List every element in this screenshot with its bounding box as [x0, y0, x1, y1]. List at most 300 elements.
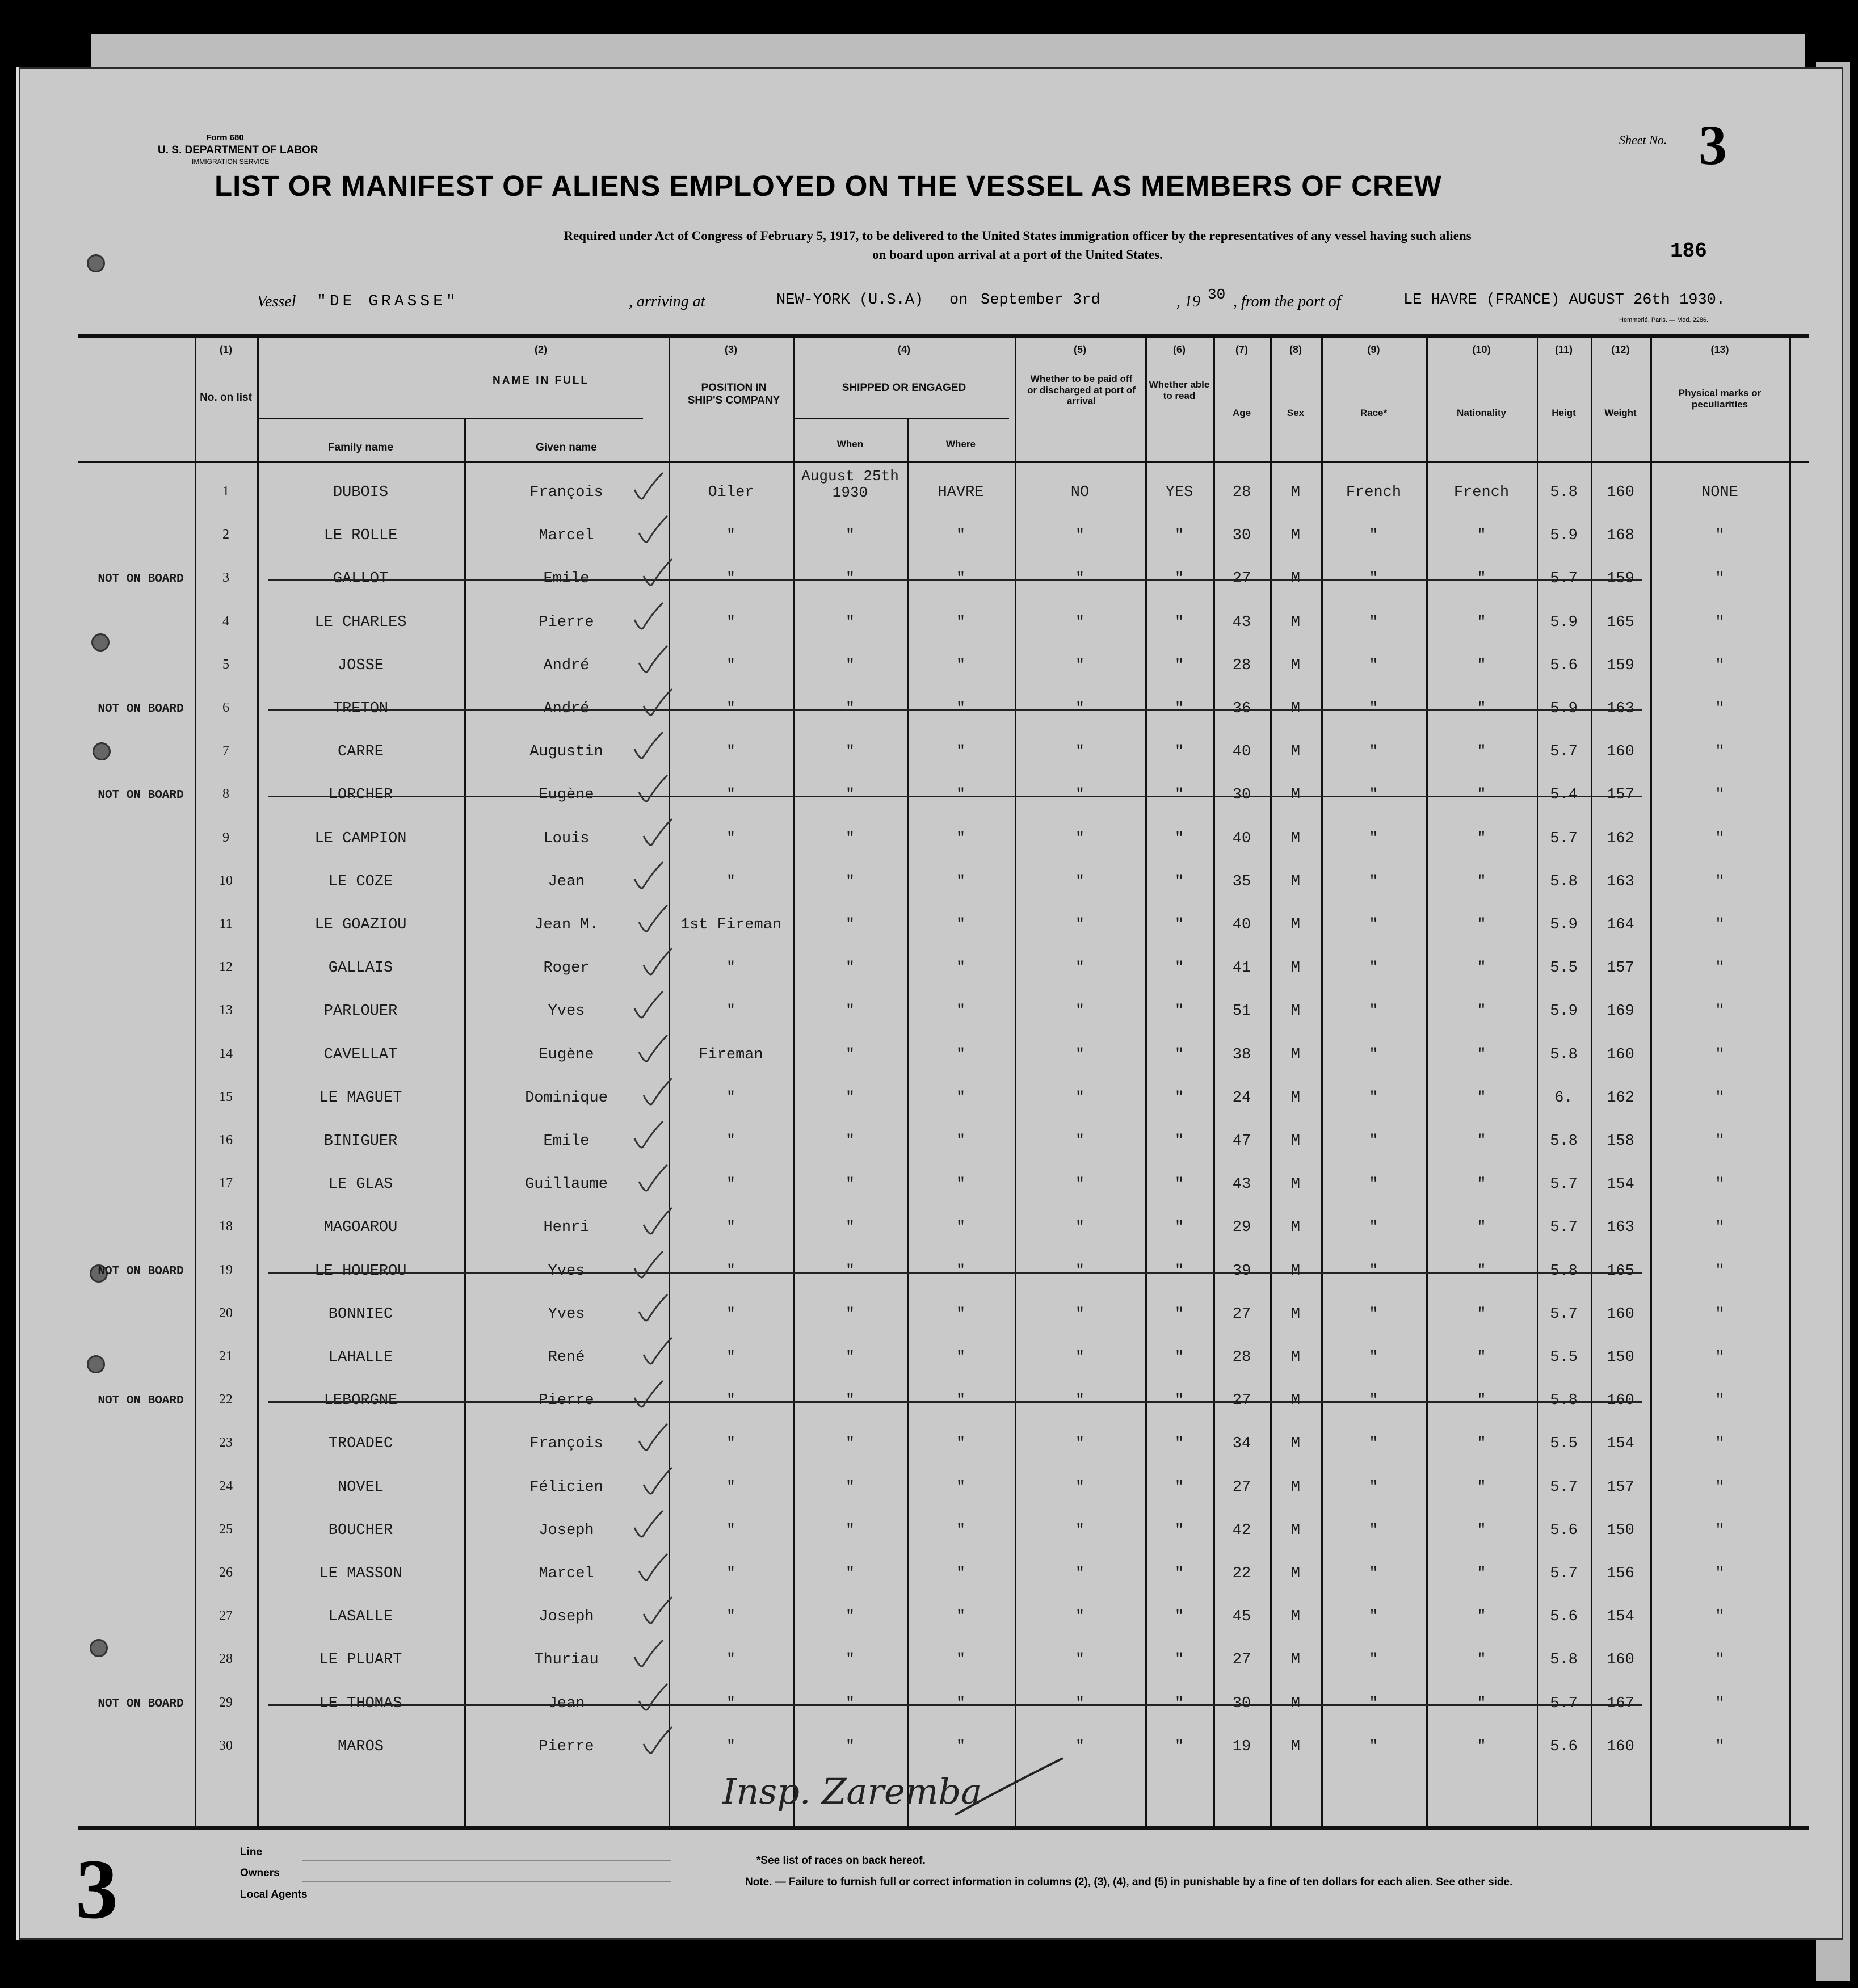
family-name: LE MAGUET — [319, 1089, 402, 1107]
able-to-read: " — [1174, 613, 1184, 631]
paid-off: " — [1075, 1305, 1085, 1323]
age: 28 — [1232, 484, 1251, 501]
height: 5.9 — [1550, 1003, 1578, 1020]
weight: 163 — [1607, 873, 1634, 890]
shipped-where: " — [956, 830, 966, 847]
check-mark-icon — [632, 729, 666, 763]
sex: M — [1290, 1392, 1301, 1410]
given-name: Roger — [543, 960, 590, 977]
col-13-number: (13) — [1710, 344, 1729, 355]
able-to-read: " — [1174, 1089, 1184, 1107]
punch-hole — [91, 633, 110, 652]
shipped-when: " — [845, 1695, 855, 1712]
sex: M — [1290, 873, 1301, 890]
family-name: DUBOIS — [333, 484, 389, 501]
sex: M — [1290, 1089, 1301, 1107]
able-to-read: " — [1174, 1435, 1184, 1453]
shipped-when: " — [845, 700, 855, 717]
family-name: LE ROLLE — [323, 527, 398, 545]
punch-hole — [87, 254, 105, 272]
paid-off: NO — [1070, 484, 1090, 501]
race: " — [1369, 1522, 1378, 1539]
sex: M — [1290, 1695, 1301, 1712]
sex: M — [1290, 1651, 1301, 1669]
col-header-age: Age — [1232, 407, 1251, 418]
able-to-read: " — [1174, 1262, 1184, 1280]
row-number: 26 — [219, 1565, 233, 1580]
given-name: Thuriau — [534, 1651, 599, 1669]
nationality: " — [1477, 1349, 1486, 1366]
form-number: Form 680 — [206, 133, 244, 142]
race: " — [1369, 1262, 1378, 1280]
nationality: " — [1477, 1435, 1486, 1453]
weight: 168 — [1607, 527, 1634, 545]
height: 5.7 — [1550, 743, 1578, 761]
race: " — [1369, 527, 1378, 545]
shipped-where: " — [956, 787, 966, 804]
vessel-name: "DE GRASSE" — [317, 293, 459, 310]
sex: M — [1290, 700, 1301, 717]
physical-marks: " — [1715, 700, 1725, 717]
nationality: " — [1477, 1262, 1486, 1280]
able-to-read: " — [1174, 1046, 1184, 1064]
sex: M — [1290, 1133, 1301, 1150]
check-mark-icon — [636, 1162, 670, 1196]
column-rule — [1145, 335, 1147, 1827]
physical-marks: " — [1715, 1305, 1725, 1323]
shipped-where: " — [956, 1565, 966, 1582]
sex: M — [1290, 1176, 1301, 1193]
race: " — [1369, 1046, 1378, 1064]
shipped-when: August 25th 1930 — [801, 468, 899, 501]
row-number: 29 — [219, 1695, 233, 1710]
given-name: François — [529, 1435, 603, 1453]
height: 5.7 — [1550, 1695, 1578, 1712]
age: 38 — [1232, 1046, 1251, 1064]
header-bottom-rule — [78, 461, 1809, 463]
age: 28 — [1232, 1349, 1251, 1366]
shipped-where: " — [956, 700, 966, 717]
position: " — [726, 873, 736, 890]
given-name: René — [548, 1349, 585, 1366]
col-2-number: (2) — [535, 344, 547, 355]
shipped-where: HAVRE — [938, 484, 984, 501]
row-number: 13 — [219, 1003, 233, 1018]
physical-marks: " — [1715, 1565, 1725, 1582]
position: " — [726, 1738, 736, 1755]
family-name: MAGOAROU — [323, 1219, 398, 1237]
paid-off: " — [1075, 1219, 1085, 1237]
col-header-shipped: SHIPPED OR ENGAGED — [842, 382, 966, 394]
able-to-read: " — [1174, 1565, 1184, 1582]
paid-off: " — [1075, 743, 1085, 761]
weight: 157 — [1607, 960, 1634, 977]
weight: 165 — [1607, 613, 1634, 631]
age: 22 — [1232, 1565, 1251, 1582]
weight: 150 — [1607, 1349, 1634, 1366]
given-name: Yves — [548, 1262, 585, 1280]
col-header-family-name: Family name — [327, 442, 394, 453]
check-mark-icon — [632, 989, 666, 1023]
col-1-number: (1) — [220, 344, 232, 355]
physical-marks: " — [1715, 1262, 1725, 1280]
position: " — [726, 830, 736, 847]
nationality: " — [1477, 1176, 1486, 1193]
col-7-number: (7) — [1235, 344, 1248, 355]
given-name: Louis — [543, 830, 590, 847]
weight: 164 — [1607, 917, 1634, 934]
age: 27 — [1232, 1305, 1251, 1323]
shipped-where: " — [956, 1089, 966, 1107]
col-header-weight: Weight — [1604, 407, 1637, 418]
shipped-where: " — [956, 1262, 966, 1280]
race: " — [1369, 960, 1378, 977]
race: " — [1369, 1392, 1378, 1410]
sex: M — [1290, 484, 1301, 501]
physical-marks: " — [1715, 917, 1725, 934]
age: 19 — [1232, 1738, 1251, 1755]
age: 35 — [1232, 873, 1251, 890]
col-header-when: When — [836, 439, 864, 449]
sex: M — [1290, 1522, 1301, 1539]
position: Oiler — [708, 484, 754, 501]
weight: 150 — [1607, 1522, 1634, 1539]
weight: 160 — [1607, 1651, 1634, 1669]
able-to-read: " — [1174, 527, 1184, 545]
row-number: 10 — [219, 873, 233, 888]
family-name: TRETON — [333, 700, 389, 717]
col-header-name: NAME IN FULL — [492, 375, 590, 386]
year-prefix: , 19 — [1176, 293, 1200, 310]
given-name: Joseph — [539, 1608, 594, 1626]
sheet-label: Sheet No. — [1619, 133, 1667, 147]
race: " — [1369, 1651, 1378, 1669]
physical-marks: " — [1715, 1349, 1725, 1366]
not-on-board-note: NOT ON BOARD — [98, 573, 184, 586]
position: Fireman — [699, 1046, 763, 1064]
race: " — [1369, 613, 1378, 631]
able-to-read: " — [1174, 657, 1184, 674]
height: 5.8 — [1550, 1133, 1578, 1150]
family-name: LE HOUEROU — [314, 1262, 407, 1280]
race: " — [1369, 1435, 1378, 1453]
col-8-number: (8) — [1289, 344, 1302, 355]
signature-text: Insp. Zaremba — [722, 1771, 982, 1812]
age: 42 — [1232, 1522, 1251, 1539]
paid-off: " — [1075, 1176, 1085, 1193]
nationality: " — [1477, 527, 1486, 545]
shipped-where: " — [956, 1522, 966, 1539]
family-name: NOVEL — [337, 1478, 384, 1496]
column-rule — [1321, 335, 1323, 1827]
nationality: " — [1477, 1089, 1486, 1107]
not-on-board-note: NOT ON BOARD — [98, 703, 184, 716]
col-12-number: (12) — [1611, 344, 1630, 355]
given-name: Henri — [543, 1219, 590, 1237]
age: 34 — [1232, 1435, 1251, 1453]
able-to-read: " — [1174, 1176, 1184, 1193]
nationality: " — [1477, 1565, 1486, 1582]
check-mark-icon — [636, 1681, 670, 1715]
height: 5.6 — [1550, 657, 1578, 674]
paid-off: " — [1075, 787, 1085, 804]
age: 27 — [1232, 1392, 1251, 1410]
able-to-read: " — [1174, 1392, 1184, 1410]
race: " — [1369, 1219, 1378, 1237]
height: 5.7 — [1550, 830, 1578, 847]
shipped-where: " — [956, 1133, 966, 1150]
given-name: François — [529, 484, 603, 501]
position: " — [726, 1219, 736, 1237]
shipped-when: " — [845, 743, 855, 761]
punch-hole — [93, 742, 111, 760]
given-name: Emile — [543, 570, 590, 588]
age: 51 — [1232, 1003, 1251, 1020]
given-name: Dominique — [525, 1089, 608, 1107]
weight: 160 — [1607, 484, 1634, 501]
nationality: " — [1477, 1133, 1486, 1150]
row-number: 16 — [219, 1133, 233, 1148]
age: 47 — [1232, 1133, 1251, 1150]
able-to-read: " — [1174, 1695, 1184, 1712]
physical-marks: " — [1715, 787, 1725, 804]
department: U. S. DEPARTMENT OF LABOR — [158, 144, 318, 156]
sex: M — [1290, 1608, 1301, 1626]
footer-owners-field — [302, 1881, 671, 1882]
family-name: JOSSE — [337, 657, 384, 674]
sex: M — [1290, 1219, 1301, 1237]
shipped-where: " — [956, 1738, 966, 1755]
physical-marks: " — [1715, 1651, 1725, 1669]
check-mark-icon — [632, 1378, 666, 1412]
nationality: " — [1477, 1003, 1486, 1020]
physical-marks: " — [1715, 1089, 1725, 1107]
height: 5.9 — [1550, 700, 1578, 717]
position: " — [726, 1089, 736, 1107]
sex: M — [1290, 1738, 1301, 1755]
given-name: Yves — [548, 1003, 585, 1020]
paid-off: " — [1075, 700, 1085, 717]
row-number: 2 — [222, 527, 229, 543]
weight: 154 — [1607, 1176, 1634, 1193]
weight: 157 — [1607, 1478, 1634, 1496]
height: 5.8 — [1550, 1392, 1578, 1410]
sex: M — [1290, 1565, 1301, 1582]
physical-marks: " — [1715, 1046, 1725, 1064]
shipped-where: " — [956, 1003, 966, 1020]
family-name: LE CHARLES — [314, 613, 407, 631]
weight: 156 — [1607, 1565, 1634, 1582]
column-rule — [1015, 335, 1016, 1827]
not-on-board-note: NOT ON BOARD — [98, 1394, 184, 1408]
col-4-number: (4) — [898, 344, 910, 355]
paid-off: " — [1075, 570, 1085, 588]
shipped-subheader-rule — [793, 418, 1009, 419]
given-name: Pierre — [539, 613, 594, 631]
physical-marks: " — [1715, 960, 1725, 977]
shipped-where: " — [956, 1608, 966, 1626]
physical-marks: " — [1715, 1435, 1725, 1453]
height: 5.7 — [1550, 1565, 1578, 1582]
physical-marks: " — [1715, 830, 1725, 847]
paid-off: " — [1075, 1046, 1085, 1064]
from-port: LE HAVRE (FRANCE) AUGUST 26th 1930. — [1403, 292, 1726, 309]
shipped-where: " — [956, 1046, 966, 1064]
race: " — [1369, 700, 1378, 717]
col-header-given-name: Given name — [536, 442, 597, 453]
given-name: Augustin — [529, 743, 603, 761]
position: " — [726, 787, 736, 804]
punch-hole — [87, 1355, 105, 1373]
check-mark-icon — [641, 1335, 675, 1369]
height: 5.8 — [1550, 873, 1578, 890]
shipped-when: " — [845, 1565, 855, 1582]
sex: M — [1290, 1435, 1301, 1453]
check-mark-icon — [632, 1508, 666, 1542]
check-mark-icon — [632, 1637, 666, 1671]
position: " — [726, 1003, 736, 1020]
physical-marks: " — [1715, 1695, 1725, 1712]
row-number: 4 — [222, 613, 229, 629]
shipped-when: " — [845, 1651, 855, 1669]
shipped-when: " — [845, 1046, 855, 1064]
nationality: " — [1477, 830, 1486, 847]
shipped-when: " — [845, 830, 855, 847]
race: " — [1369, 657, 1378, 674]
age: 45 — [1232, 1608, 1251, 1626]
col-10-number: (10) — [1472, 344, 1491, 355]
shipped-where: " — [956, 1435, 966, 1453]
physical-marks: " — [1715, 1392, 1725, 1410]
position: " — [726, 1651, 736, 1669]
check-mark-icon — [636, 1292, 670, 1326]
weight: 160 — [1607, 1305, 1634, 1323]
height: 5.6 — [1550, 1608, 1578, 1626]
position: " — [726, 1349, 736, 1366]
paid-off: " — [1075, 657, 1085, 674]
col-header-where: Where — [946, 439, 976, 449]
printer-mark: Hemmerlé, Paris. — Mod. 2286. — [1619, 317, 1709, 323]
height: 5.5 — [1550, 960, 1578, 977]
footer-owners-label: Owners — [240, 1867, 280, 1879]
footer-sheet-number: 3 — [75, 1842, 118, 1936]
row-number: 30 — [219, 1738, 233, 1753]
nationality: " — [1477, 1305, 1486, 1323]
nationality: " — [1477, 1738, 1486, 1755]
row-number: 5 — [222, 657, 229, 672]
footer-line-label: Line — [240, 1846, 263, 1858]
weight: 154 — [1607, 1608, 1634, 1626]
weight: 162 — [1607, 1089, 1634, 1107]
check-mark-icon — [632, 470, 666, 504]
race: " — [1369, 1305, 1378, 1323]
given-name: Jean — [548, 873, 585, 890]
position: " — [726, 1522, 736, 1539]
col-header-race: Race* — [1360, 407, 1388, 418]
row-number: 23 — [219, 1435, 233, 1451]
shipped-when: " — [845, 960, 855, 977]
weight: 160 — [1607, 1046, 1634, 1064]
sex: M — [1290, 570, 1301, 588]
shipped-where: " — [956, 1176, 966, 1193]
position: " — [726, 1478, 736, 1496]
sex: M — [1290, 787, 1301, 804]
check-mark-icon — [632, 859, 666, 893]
strike-through-line — [268, 579, 1642, 581]
arrival-port: NEW-YORK (U.S.A) — [776, 292, 924, 309]
weight: 158 — [1607, 1133, 1634, 1150]
family-name: CAVELLAT — [323, 1046, 398, 1064]
subtitle-line-2: on board upon arrival at a port of the United States. — [872, 247, 1163, 262]
nationality: " — [1477, 1478, 1486, 1496]
check-mark-icon — [641, 1594, 675, 1628]
able-to-read: " — [1174, 570, 1184, 588]
paid-off: " — [1075, 1435, 1085, 1453]
inspector-signature — [711, 1747, 1097, 1843]
age: 27 — [1232, 1478, 1251, 1496]
position: 1st Fireman — [680, 917, 782, 934]
position: " — [726, 1305, 736, 1323]
check-mark-icon — [641, 556, 675, 590]
height: 5.5 — [1550, 1435, 1578, 1453]
row-number: 6 — [222, 700, 229, 715]
paid-off: " — [1075, 1003, 1085, 1020]
row-number: 9 — [222, 830, 229, 845]
weight: 154 — [1607, 1435, 1634, 1453]
able-to-read: " — [1174, 1651, 1184, 1669]
paid-off: " — [1075, 1478, 1085, 1496]
given-name: Marcel — [539, 1565, 594, 1582]
shipped-when: " — [845, 613, 855, 631]
shipped-where: " — [956, 917, 966, 934]
height: 5.4 — [1550, 787, 1578, 804]
nationality: " — [1477, 743, 1486, 761]
family-name: LE PLUART — [319, 1651, 402, 1669]
shipped-when: " — [845, 570, 855, 588]
given-name: Guillaume — [525, 1176, 608, 1193]
column-rule — [1537, 335, 1538, 1827]
race: French — [1346, 484, 1402, 501]
age: 29 — [1232, 1219, 1251, 1237]
name-subheader-rule — [257, 418, 643, 419]
check-mark-icon — [632, 1119, 666, 1153]
paid-off: " — [1075, 873, 1085, 890]
able-to-read: " — [1174, 1003, 1184, 1020]
row-number: 21 — [219, 1349, 233, 1364]
age: 27 — [1232, 570, 1251, 588]
weight: 157 — [1607, 787, 1634, 804]
height: 5.6 — [1550, 1738, 1578, 1755]
subtitle-line-1: Required under Act of Congress of February 5, 1917, to be delivered to the United States immigration officer by the representatives of any vessel having such aliens — [564, 229, 1472, 243]
check-mark-icon — [641, 1465, 675, 1499]
able-to-read: " — [1174, 830, 1184, 847]
physical-marks: " — [1715, 1738, 1725, 1755]
position: " — [726, 960, 736, 977]
age: 39 — [1232, 1262, 1251, 1280]
family-name: GALLOT — [333, 570, 389, 588]
sex: M — [1290, 960, 1301, 977]
check-mark-icon — [636, 1551, 670, 1585]
column-rule — [1789, 335, 1791, 1827]
shipped-where: " — [956, 873, 966, 890]
row-number: 11 — [219, 917, 233, 931]
family-name: LE GOAZIOU — [314, 917, 407, 934]
shipped-when: " — [845, 1219, 855, 1237]
column-rule — [1213, 335, 1215, 1827]
race: " — [1369, 743, 1378, 761]
check-mark-icon — [632, 1249, 666, 1283]
given-name: André — [543, 657, 590, 674]
